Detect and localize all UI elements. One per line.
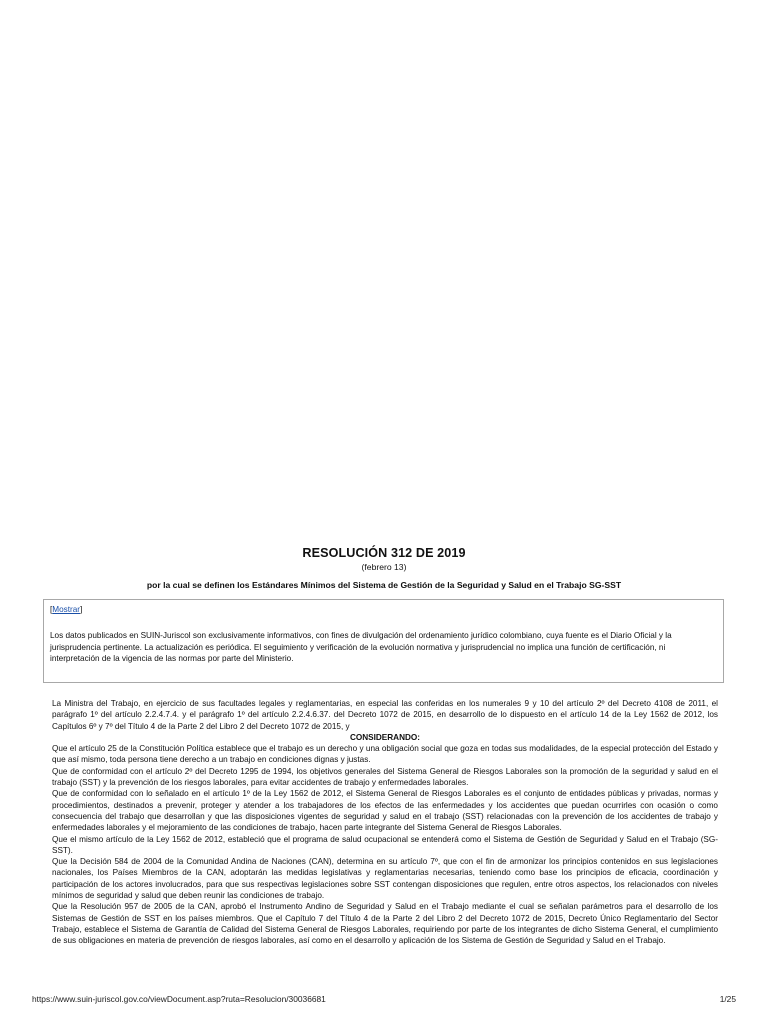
considerando-paragraph: Que el artículo 25 de la Constitución Política establece que el trabajo es un derecho y una obligación social que goza en todas sus modalidades, de la especial protección del Estado y que así mismo, toda persona tiene derecho a un trabajo en condiciones dignas y justas. [52, 744, 718, 765]
considerando-paragraph: Que de conformidad con el artículo 2º del Decreto 1295 de 1994, los objetivos generales del Sistema General de Riesgos Laborales son la promoción de la seguridad y salud en el trabajo (SST) y la prevención de los riesgos laborales, para evitar accidentes de trabajo y enfermedades laborales. [52, 766, 718, 788]
footer-url: https://www.suin-juriscol.gov.co/viewDocument.asp?ruta=Resolucion/30036681 [32, 994, 326, 1004]
considerando-heading: CONSIDERANDO: [349, 732, 421, 742]
considerando-paragraph: Que el mismo artículo de la Ley 1562 de 2012, estableció que el programa de salud ocupacional se entenderá como el Sistema de Gestión de Seguridad y Salud en el Trabajo (SG-SST). [52, 834, 718, 855]
document-body [52, 698, 718, 947]
page-number: 1/25 [719, 994, 736, 1004]
resolution-date: (febrero 13) [361, 562, 407, 572]
notice-text: Los datos publicados en SUIN-Juriscol son exclusivamente informativos, con fines de divulgación del ordenamiento jurídico colombiano, cuya fuente es el Diario Oficial y la jurisprudencia pertinente. La actualización es periódica. El seguimiento y verificación de la evolución normativa y jurisprudencial no implica una función de certificación, ni interpretación de la vigencia de las normas por parte del Ministerio. [50, 631, 672, 663]
page-title: RESOLUCIÓN 312 DE 2019 [302, 546, 466, 560]
show-toggle-link[interactable]: Mostrar [52, 605, 81, 614]
show-toggle[interactable]: [Mostrar] [50, 605, 83, 614]
considerando-paragraph: Que la Decisión 584 de 2004 de la Comunidad Andina de Naciones (CAN), determina en su artículo 7º, que con el fin de armonizar los principios contenidos en sus legislaciones nacionales, los Países Miembros de la CAN, adoptarán las medidas legislativas y reglamentarias necesarias, teniendo como base los principios de eficacia, coordinación y participación de los actores involucrados, para que sus respectivas legislaciones sobre SST contengan disposiciones que regulen, entre otros aspectos, los relacionados con niveles mínimos de seguridad y salud que deben reunir las condiciones de trabajo. [52, 857, 718, 901]
notice-box [43, 599, 724, 683]
considerando-paragraph: Que de conformidad con lo señalado en el artículo 1º de la Ley 1562 de 2012, el Sistema General de Riesgos Laborales es el conjunto de entidades públicas y privadas, normas y procedimientos, destinados a prevenir, proteger y atender a los trabajadores de los efectos de las enfermedades y los accidentes que puedan ocurrirles con ocasión o como consecuencia del trabajo que desarrollan y que las disposiciones vigentes de seguridad y salud en el trabajo (SST) relacionadas con la prevención de los accidentes de trabajo y enfermedades laborales y el mejoramiento de las condiciones de trabajo, hacen parte integrante del Sistema General de Riesgos Laborales. [52, 789, 718, 833]
considerando-paragraph: Que la Resolución 957 de 2005 de la CAN, aprobó el Instrumento Andino de Seguridad y Salud en el Trabajo mediante el cual se señalan parámetros para el desarrollo de los Sistemas de Gestión de SST en los países miembros. Que el Capítulo 7 del Título 4 de la Parte 2 del Libro 2 del Decreto 1072 de 2015, Decreto Único Reglamentario del Sector Trabajo, establece el Sistema de Garantía de Calidad del Sistema General de Riesgos Laborales, requiriendo por parte de los integrantes de dicho Sistema General, el cumplimiento de sus obligaciones en materia de prevención de riesgos laborales, así como en el desarrollo y aplicación de los Sistema de Gestión de Seguridad y Salud en el Trabajo. [52, 902, 718, 946]
resolution-subtitle: por la cual se definen los Estándares Mínimos del Sistema de Gestión de la Seguridad y Salud en el Trabajo SG-SST [146, 580, 622, 590]
intro-paragraph: La Ministra del Trabajo, en ejercicio de sus facultades legales y reglamentarias, en especial las conferidas en los numerales 9 y 10 del artículo 2º del Decreto 4108 de 2011, el parágrafo 1º del artículo 2.2.4.7.4. y el parágrafo 1º del artículo 2.2.4.6.37. del Decreto 1072 de 2015, en desarrollo de lo dispuesto en el artículo 14 de la Ley 1562 de 2012, los Capítulos 6º y 7º del Título 4 de la Parte 2 del Libro 2 del Decreto 1072 de 2015, y [52, 699, 718, 731]
